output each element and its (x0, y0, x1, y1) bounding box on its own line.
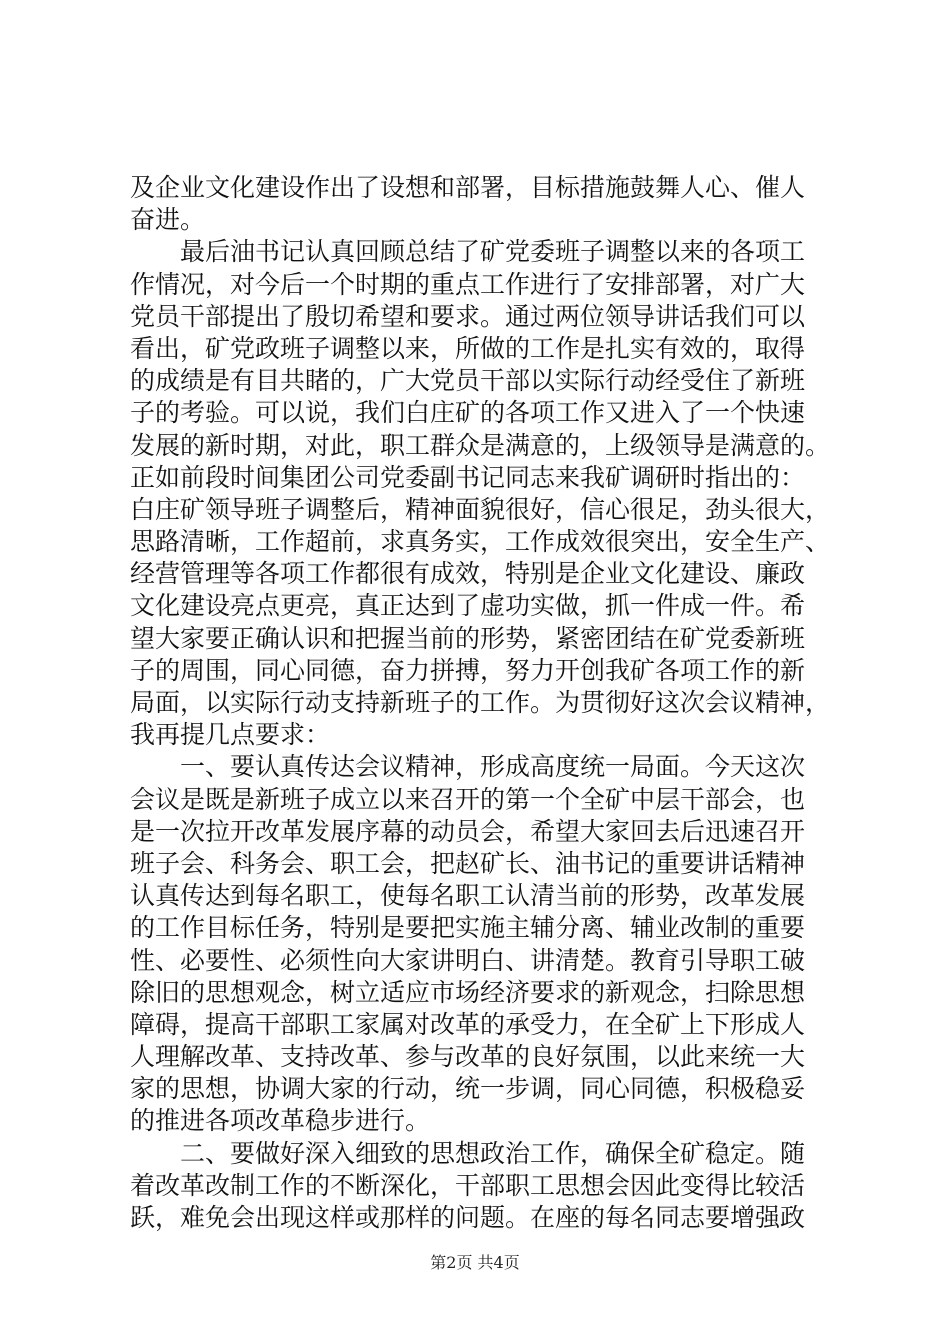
text-line: 望大家要正确认识和把握当前的形势，紧密团结在矿党委新班 (130, 623, 806, 653)
text-line: 作情况，对今后一个时期的重点工作进行了安排部署，对广大 (130, 269, 806, 299)
text-line: 二、要做好深入细致的思想政治工作，确保全矿稳定。随 (130, 1138, 806, 1168)
text-line: 思路清晰，工作超前，求真务实，工作成效很突出，安全生产、 (130, 527, 831, 557)
text-line: 我再提几点要求： (130, 720, 331, 750)
text-line: 子的周围，同心同德，奋力拼搏，努力开创我矿各项工作的新 (130, 655, 806, 685)
text-line: 及企业文化建设作出了设想和部署，目标措施鼓舞人心、催人 (130, 173, 806, 202)
text-line: 性、必要性、必须性向大家讲明白、讲清楚。教育引导职工破 (130, 945, 806, 975)
text-line: 的工作目标任务，特别是要把实施主辅分离、辅业改制的重要 (130, 913, 806, 943)
text-line: 着改革改制工作的不断深化，干部职工思想会因此变得比较活 (130, 1170, 806, 1200)
text-line: 白庄矿领导班子调整后，精神面貌很好，信心很足，劲头很大， (130, 494, 831, 524)
text-line: 一、要认真传达会议精神，形成高度统一局面。今天这次 (130, 752, 806, 782)
text-line: 除旧的思想观念，树立适应市场经济要求的新观念，扫除思想 (130, 977, 806, 1007)
text-line: 局面，以实际行动支持新班子的工作。为贯彻好这次会议精神， (130, 688, 831, 717)
text-line: 认真传达到每名职工，使每名职工认清当前的形势，改革发展 (130, 881, 806, 911)
text-line: 正如前段时间集团公司党委副书记同志来我矿调研时指出的： (130, 462, 806, 492)
page-footer: 第2页 共4页 (430, 1253, 520, 1272)
text-line: 经营管理等各项工作都很有成效，特别是企业文化建设、廉政 (130, 559, 806, 589)
text-line: 家的思想，协调大家的行动，统一步调，同心同德，积极稳妥 (130, 1074, 806, 1104)
text-line: 最后油书记认真回顾总结了矿党委班子调整以来的各项工 (130, 237, 806, 267)
text-line: 会议是既是新班子成立以来召开的第一个全矿中层干部会，也 (130, 784, 806, 814)
text-line: 跃，难免会出现这样或那样的问题。在座的每名同志要增强政 (130, 1203, 806, 1232)
text-line: 发展的新时期，对此，职工群众是满意的，上级领导是满意的。 (130, 430, 831, 460)
text-line: 是一次拉开改革发展序幕的动员会，希望大家回去后迅速召开 (130, 816, 806, 846)
text-line: 看出，矿党政班子调整以来，所做的工作是扎实有效的，取得 (130, 333, 806, 363)
body-text (130, 172, 830, 1234)
text-line: 的成绩是有目共睹的，广大党员干部以实际行动经受住了新班 (130, 366, 806, 396)
text-line: 党员干部提出了殷切希望和要求。通过两位领导讲话我们可以 (130, 301, 806, 331)
text-line: 障碍，提高干部职工家属对改革的承受力，在全矿上下形成人 (130, 1009, 806, 1039)
text-line: 文化建设亮点更亮，真正达到了虚功实做，抓一件成一件。希 (130, 591, 806, 621)
text-line: 子的考验。可以说，我们白庄矿的各项工作又进入了一个快速 (130, 398, 806, 428)
text-line: 班子会、科务会、职工会，把赵矿长、油书记的重要讲话精神 (130, 848, 806, 878)
text-line: 的推进各项改革稳步进行。 (130, 1106, 431, 1136)
text-line: 奋进。 (130, 205, 206, 235)
text-line: 人理解改革、支持改革、参与改革的良好氛围，以此来统一大 (130, 1042, 806, 1072)
